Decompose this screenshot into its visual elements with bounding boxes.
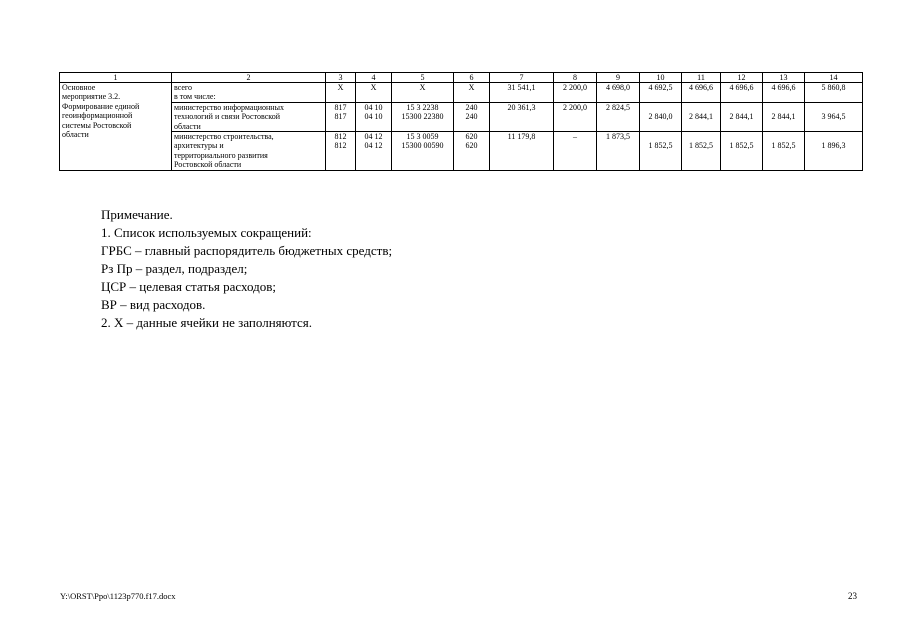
vr-code: 240 — [465, 102, 478, 112]
value-cell — [640, 102, 682, 131]
value-cell: 4 696,6 — [763, 83, 805, 103]
vr-cell — [454, 102, 490, 131]
header-cell: 6 — [454, 73, 490, 83]
value-text: 1 852,5 — [771, 141, 796, 151]
value-cell: – — [554, 132, 597, 171]
note-title: Примечание. — [101, 207, 173, 222]
label-line: архитектуры и — [174, 141, 224, 151]
header-cell: 3 — [326, 73, 356, 83]
note-line: 1. Список используемых сокращений: — [101, 225, 312, 240]
header-cell: 7 — [490, 73, 554, 83]
value-cell: 4 692,5 — [640, 83, 682, 103]
grbs-cell — [326, 102, 356, 131]
header-cell: 9 — [597, 73, 640, 83]
event-name-line: Основное — [62, 83, 96, 92]
table-row-total — [60, 83, 863, 103]
event-name-line: системы Ростовской — [62, 120, 132, 130]
note-line: ГРБС – главный распорядитель бюджетных средств; — [101, 243, 393, 258]
label-line: территориального развития — [174, 150, 268, 160]
grbs-cell — [326, 132, 356, 171]
value-cell — [682, 132, 721, 171]
value-text: 2 840,0 — [648, 112, 673, 122]
note-line: Рз Пр – раздел, подраздел; — [101, 261, 248, 276]
value-cell: 4 696,6 — [682, 83, 721, 103]
value-text: 2 844,1 — [689, 112, 713, 122]
value-cell — [682, 102, 721, 131]
grbs-code: 812 — [334, 141, 347, 151]
event-name-line: области — [62, 130, 89, 140]
value-cell: 4 698,0 — [597, 83, 640, 103]
vr-cell: Х — [454, 83, 490, 103]
value-cell — [721, 102, 763, 131]
value-cell: 5 860,8 — [805, 83, 863, 103]
value-cell — [640, 132, 682, 171]
event-name-cell — [60, 83, 172, 171]
csr-code: 15300 22380 — [401, 112, 444, 122]
it-ministry-label-cell — [172, 102, 326, 131]
value-cell: 20 361,3 — [490, 102, 554, 131]
csr-code: 15300 00590 — [401, 141, 444, 151]
value-text: 1 852,5 — [729, 141, 754, 151]
rzpr-code: 04 10 — [364, 102, 383, 112]
csr-cell — [392, 102, 454, 131]
note-line: 2. Х – данные ячейки не заполняются. — [101, 315, 313, 330]
value-text: 2 844,1 — [771, 112, 796, 122]
budget-table — [59, 72, 863, 171]
value-cell: 1 873,5 — [597, 132, 640, 171]
rzpr-cell: Х — [356, 83, 392, 103]
label-line: технологий и связи Ростовской — [174, 112, 281, 122]
label-line: Ростовской области — [174, 160, 242, 170]
header-cell: 14 — [805, 73, 863, 83]
csr-cell — [392, 132, 454, 171]
construction-ministry-label-cell — [172, 132, 326, 171]
page-number: 23 — [848, 591, 857, 601]
header-cell: 5 — [392, 73, 454, 83]
value-cell: 2 824,5 — [597, 102, 640, 131]
value-cell — [721, 132, 763, 171]
vr-cell — [454, 132, 490, 171]
vr-code: 620 — [465, 141, 478, 151]
header-cell: 2 — [172, 73, 326, 83]
value-text: 2 844,1 — [729, 112, 754, 122]
value-cell — [805, 132, 863, 171]
event-name-line: мероприятие 3.2. — [62, 92, 121, 102]
grbs-code: 817 — [334, 112, 347, 122]
total-label-cell — [172, 83, 326, 103]
header-cell: 13 — [763, 73, 805, 83]
header-cell: 4 — [356, 73, 392, 83]
value-text: 1 852,5 — [689, 141, 713, 151]
value-cell: 2 200,0 — [554, 102, 597, 131]
header-cell: 10 — [640, 73, 682, 83]
value-cell: 31 541,1 — [490, 83, 554, 103]
including-label: в том числе: — [174, 92, 216, 102]
note-block — [101, 206, 392, 332]
label-line: министерство строительства, — [174, 132, 274, 142]
table-row-it-ministry — [60, 102, 863, 131]
value-cell: 2 200,0 — [554, 83, 597, 103]
rzpr-cell — [356, 132, 392, 171]
value-cell — [763, 102, 805, 131]
label-line: министерство информационных — [174, 102, 284, 112]
header-cell: 8 — [554, 73, 597, 83]
csr-code: 15 3 0059 — [406, 132, 439, 142]
note-line: ВР – вид расходов. — [101, 297, 206, 312]
value-cell: 11 179,8 — [490, 132, 554, 171]
value-text: 1 852,5 — [648, 141, 673, 151]
rzpr-code: 04 12 — [364, 132, 383, 142]
value-text: 1 896,3 — [821, 141, 846, 151]
rzpr-code: 04 12 — [364, 141, 383, 151]
label-line: области — [174, 121, 201, 131]
grbs-code: 817 — [334, 102, 347, 112]
csr-cell: Х — [392, 83, 454, 103]
csr-code: 15 3 2238 — [406, 102, 439, 112]
table-row-construction-ministry — [60, 132, 863, 171]
rzpr-code: 04 10 — [364, 112, 383, 122]
vr-code: 620 — [465, 132, 478, 142]
vr-code: 240 — [465, 112, 478, 122]
note-line: ЦСР – целевая статья расходов; — [101, 279, 276, 294]
header-row — [60, 73, 863, 83]
footer-file-path: Y:\ORST\Ppo\1123p770.f17.docx — [60, 591, 176, 601]
value-text: 3 964,5 — [821, 112, 846, 122]
header-cell: 12 — [721, 73, 763, 83]
value-cell: 4 696,6 — [721, 83, 763, 103]
header-cell: 11 — [682, 73, 721, 83]
value-cell — [763, 132, 805, 171]
event-name-line: геоинформационной — [62, 111, 133, 121]
value-cell — [805, 102, 863, 131]
header-cell: 1 — [60, 73, 172, 83]
grbs-cell: Х — [326, 83, 356, 103]
grbs-code: 812 — [334, 132, 347, 142]
total-label: всего — [174, 83, 193, 92]
event-name-line: Формирование единой — [62, 101, 140, 111]
rzpr-cell — [356, 102, 392, 131]
